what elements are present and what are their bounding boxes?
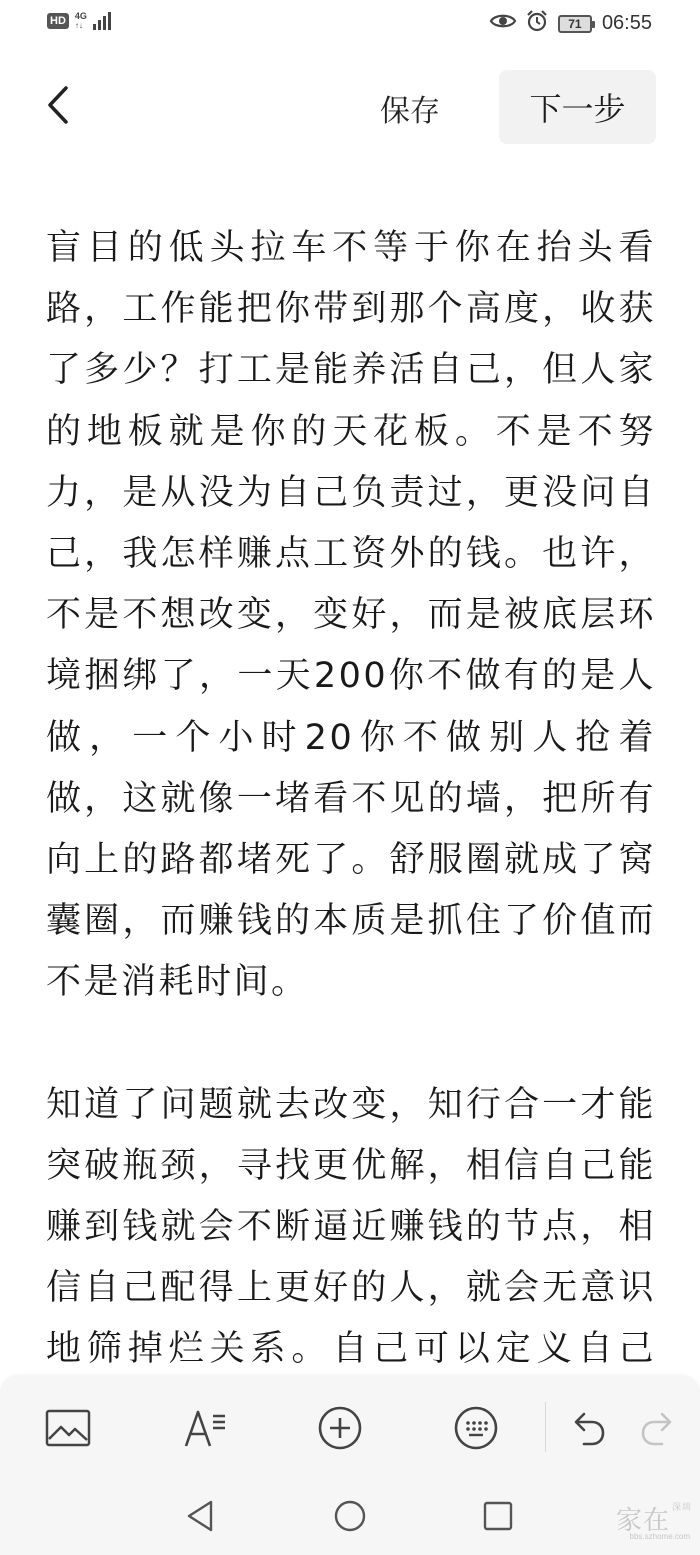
undo-button[interactable] (562, 1404, 614, 1456)
back-button[interactable] (36, 82, 80, 132)
toolbar-divider (545, 1402, 546, 1452)
clock-time: 06:55 (601, 12, 652, 34)
note-editor[interactable] (46, 218, 656, 1378)
redo-icon (638, 1408, 678, 1452)
alarm-icon (526, 10, 548, 37)
status-right-group (490, 10, 652, 37)
insert-image-button[interactable] (42, 1404, 94, 1456)
undo-icon (568, 1408, 608, 1452)
watermark-url: bbs.szhome.com (629, 1532, 690, 1541)
save-button[interactable]: 保存 (380, 94, 440, 129)
watermark-small-text: 深圳 (671, 1503, 692, 1513)
home-circle-icon (333, 1499, 367, 1537)
system-navigation-bar (0, 1486, 700, 1555)
hd-badge: HD (47, 13, 69, 29)
keyboard-icon (453, 1405, 499, 1455)
back-triangle-icon (185, 1499, 215, 1537)
text-format-icon (183, 1408, 229, 1452)
network-type-label (75, 12, 87, 30)
recents-square-icon (482, 1500, 514, 1536)
watermark-text: 家在 (615, 1506, 670, 1536)
signal-strength-icon (93, 12, 111, 30)
keyboard-button[interactable] (450, 1404, 502, 1456)
text-format-button[interactable] (180, 1404, 232, 1456)
status-bar (0, 0, 700, 46)
format-toolbar (0, 1376, 700, 1486)
network-type-text: 4G (74, 11, 87, 21)
eye-comfort-icon (490, 12, 516, 35)
paragraph-2[interactable]: 知道了问题就去改变，知行合一才能突破瓶颈，寻找更优解，相信自己能赚到钱就会不断逼近赚钱的节点，相信自己配得上更好的人，就会无意识地筛掉烂关系。自己可以定义自己 (46, 1084, 656, 1370)
chevron-left-icon (46, 85, 70, 129)
redo-button[interactable] (632, 1404, 684, 1456)
top-toolbar (0, 70, 700, 146)
network-arrows-icon: ↑↓ (74, 21, 83, 30)
add-circle-icon (317, 1405, 363, 1455)
insert-add-button[interactable] (314, 1404, 366, 1456)
nav-back-button[interactable] (178, 1496, 222, 1540)
status-left-group (47, 12, 111, 30)
paragraph-1[interactable]: 盲目的低头拉车不等于你在抬头看路，工作能把你带到那个高度，收获了多少？打工是能养活自己，但人家的地板就是你的天花板。不是不努力，是从没为自己负责过，更没问自己，我怎样赚点工资外的钱。也许，不是不想改变，变好，而是被底层环境捆绑了，一天200你不做有的是人做，一个小时20你不做别人抢着做，这就像一堵看不见的墙，把所有向上的路都堵死了。舒服圈就成了窝囊圈，而赚钱的本质是抓住了价值而不是消耗时间。 (46, 228, 656, 1003)
nav-home-button[interactable] (328, 1496, 372, 1540)
next-step-button[interactable]: 下一步 (499, 70, 656, 144)
battery-icon: 71 (558, 15, 592, 33)
image-icon (45, 1409, 91, 1451)
nav-recents-button[interactable] (476, 1496, 520, 1540)
